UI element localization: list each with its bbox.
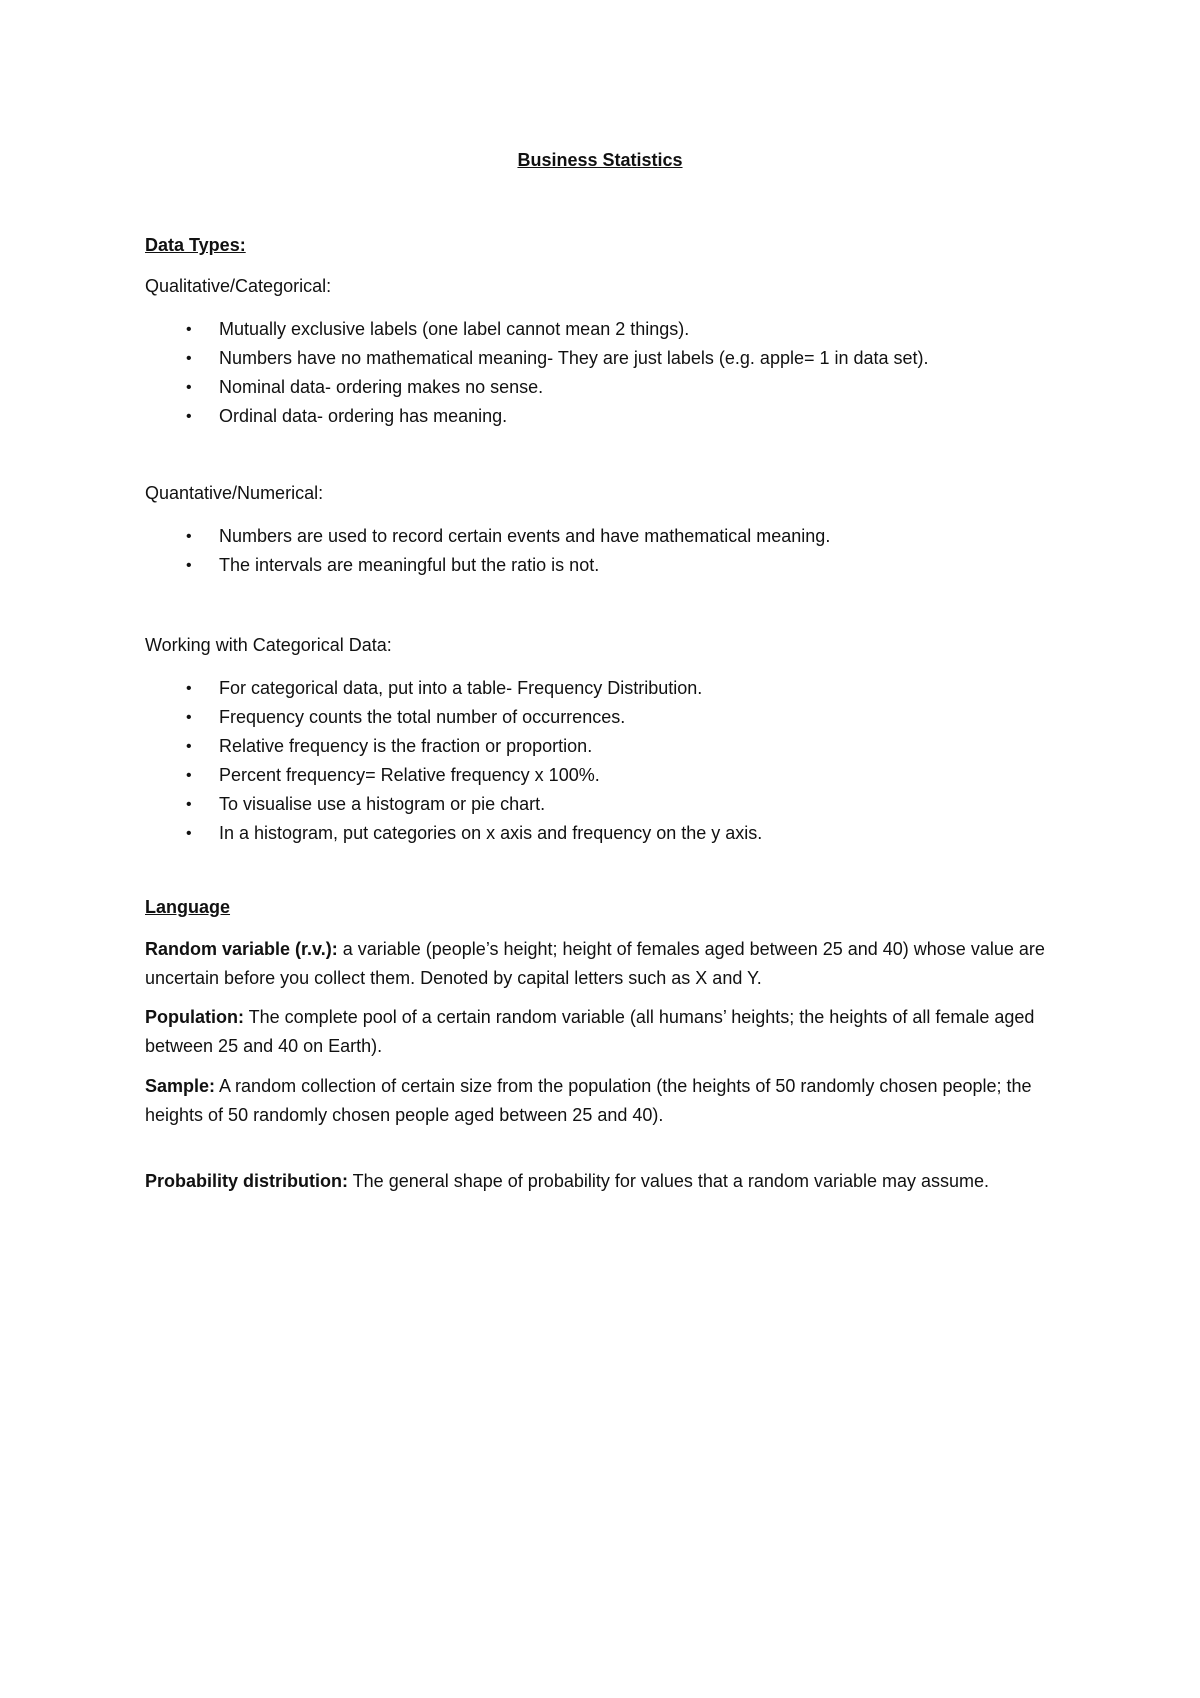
list-item: • To visualise use a histogram or pie chart. bbox=[145, 790, 1065, 819]
list-item: • For categorical data, put into a table- Frequency Distribution. bbox=[145, 674, 1065, 703]
list-item: • Percent frequency= Relative frequency x 100%. bbox=[145, 761, 1065, 790]
bullet-icon: • bbox=[186, 680, 192, 697]
definition-probability-distribution bbox=[145, 1167, 1065, 1196]
list-item: • Nominal data- ordering makes no sense. bbox=[145, 373, 1065, 402]
bullet-icon: • bbox=[186, 825, 192, 842]
bullet-icon: • bbox=[186, 408, 192, 425]
data-types-heading bbox=[145, 231, 1065, 260]
definition-population bbox=[145, 1003, 1065, 1061]
bullet-icon: • bbox=[186, 321, 192, 338]
bullet-icon: • bbox=[186, 528, 192, 545]
bullet-icon: • bbox=[186, 796, 192, 813]
definition-term: Population: bbox=[145, 1007, 244, 1027]
list-item: • Numbers are used to record certain events and have mathematical meaning. bbox=[145, 522, 1065, 551]
definition-term: Random variable (r.v.): bbox=[145, 939, 338, 959]
list-item: • Ordinal data- ordering has meaning. bbox=[145, 402, 1065, 431]
data-types-heading-text: Data Types: bbox=[145, 235, 246, 255]
bullet-icon: • bbox=[186, 379, 192, 396]
quantitative-list bbox=[145, 522, 1065, 580]
definition-sample bbox=[145, 1072, 1065, 1130]
list-item: • Mutually exclusive labels (one label cannot mean 2 things). bbox=[145, 315, 1065, 344]
list-item: • The intervals are meaningful but the ratio is not. bbox=[145, 551, 1065, 580]
definition-text: The general shape of probability for values that a random variable may assume. bbox=[348, 1171, 990, 1191]
list-item: • Numbers have no mathematical meaning- They are just labels (e.g. apple= 1 in data set). bbox=[145, 344, 1065, 373]
language-heading-text: Language bbox=[145, 897, 231, 917]
language-heading bbox=[145, 893, 1065, 922]
list-item: • Relative frequency is the fraction or proportion. bbox=[145, 732, 1065, 761]
categorical-list bbox=[145, 674, 1065, 848]
bullet-icon: • bbox=[186, 738, 192, 755]
bullet-icon: • bbox=[186, 350, 192, 367]
definition-text: The complete pool of a certain random variable (all humans’ heights; the heights of all female aged between 25 and 40 on Earth). bbox=[145, 1007, 1035, 1056]
definition-text: A random collection of certain size from the population (the heights of 50 randomly chosen people; the heights of 50 randomly chosen people aged between 25 and 40). bbox=[145, 1076, 1032, 1125]
list-item: • In a histogram, put categories on x axis and frequency on the y axis. bbox=[145, 819, 1065, 848]
definition-text: a variable (people’s height; height of females aged between 25 and 40) whose value are uncertain before you collect them. Denoted by capital letters such as X and Y. bbox=[145, 939, 1045, 988]
definition-term: Probability distribution: bbox=[145, 1171, 348, 1191]
qualitative-list bbox=[145, 315, 1065, 431]
document-title: Business Statistics bbox=[517, 150, 683, 170]
bullet-icon: • bbox=[186, 557, 192, 574]
bullet-icon: • bbox=[186, 709, 192, 726]
definition-term: Sample: bbox=[145, 1076, 216, 1096]
definition-random-variable bbox=[145, 935, 1065, 993]
list-item: • Frequency counts the total number of occurrences. bbox=[145, 703, 1065, 732]
bullet-icon: • bbox=[186, 767, 192, 784]
qualitative-label: Qualitative/Categorical: bbox=[145, 276, 332, 296]
quantitative-label: Quantative/Numerical: bbox=[145, 483, 324, 503]
categorical-label: Working with Categorical Data: bbox=[145, 635, 392, 655]
